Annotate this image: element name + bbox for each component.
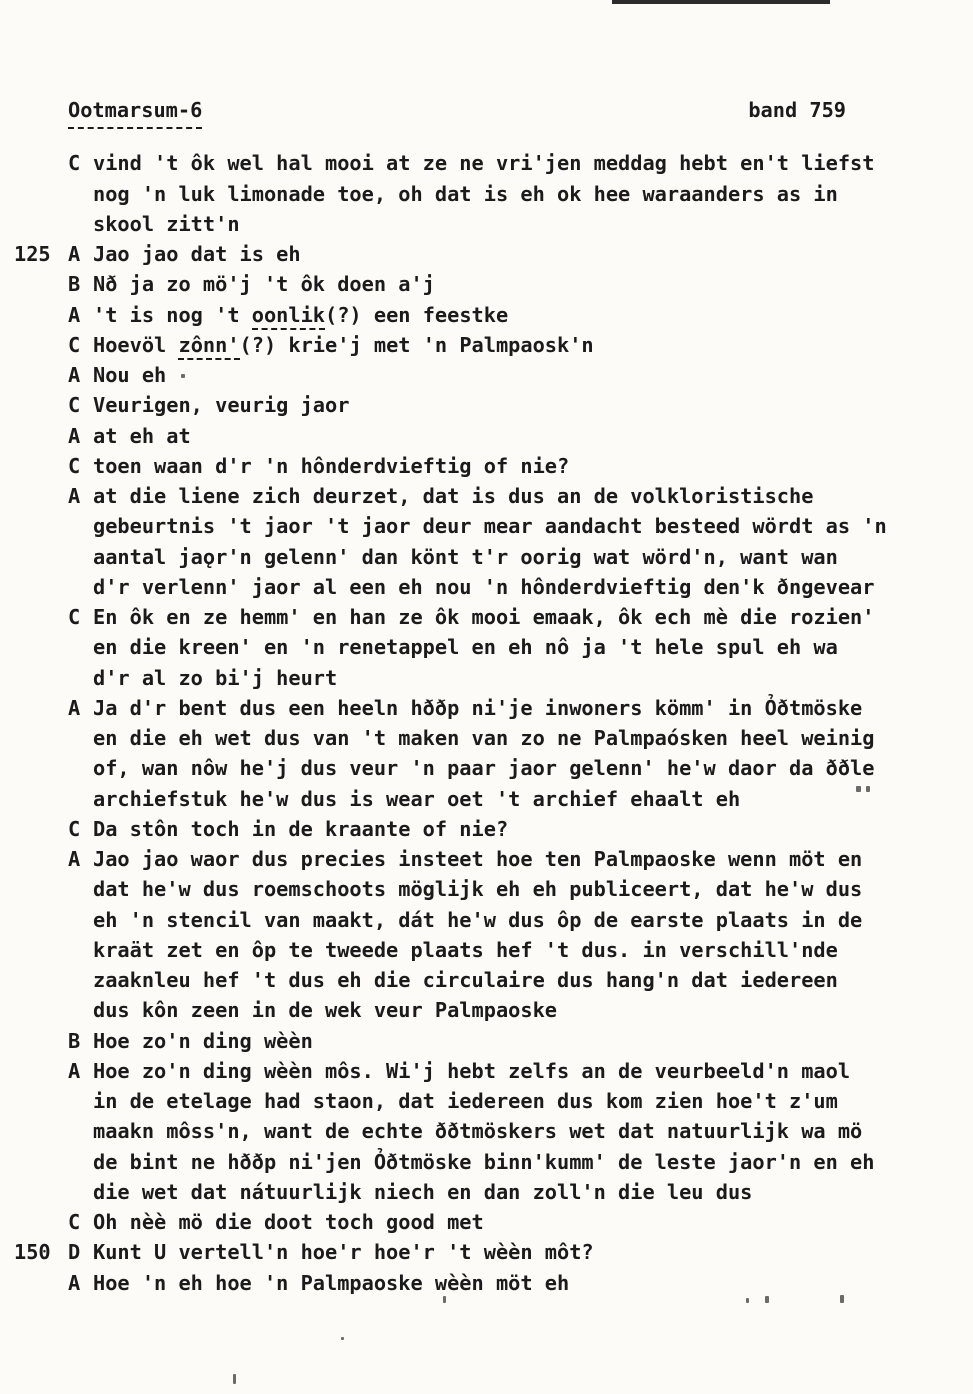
- text-segment: dus kôn zeen in de wek veur Palmpaoske: [93, 998, 557, 1023]
- speaker-label: D: [68, 1240, 81, 1265]
- speaker-label: A: [68, 847, 81, 871]
- line-number: [0, 814, 68, 844]
- speaker-label: [68, 179, 93, 209]
- uncertain-word: zônn': [178, 333, 239, 360]
- line-text: [93, 723, 874, 753]
- line-text: [93, 905, 862, 935]
- scan-speck: [866, 786, 870, 792]
- transcript-line: [0, 1237, 973, 1267]
- line-text: [93, 663, 337, 693]
- transcript-line: [0, 179, 973, 209]
- text-segment: Da stôn toch in de kraante of nie?: [93, 816, 509, 841]
- speaker-label: A: [68, 1058, 81, 1083]
- line-text: [93, 935, 838, 965]
- line-number: [0, 874, 68, 904]
- line-text: [93, 814, 508, 844]
- text-segment: archiefstuk he'w dus is wear oet 't archief ehaalt eh: [93, 786, 741, 811]
- text-segment: d'r verlenn' jaor al een eh nou 'n hônderdvieftig den'k ðngevear: [93, 574, 875, 599]
- transcript-line: [0, 814, 973, 844]
- text-segment: gebeurtnis 't jaor 't jaor deur mear aandacht besteed wördt as 'n: [93, 514, 887, 539]
- line-number: [0, 542, 68, 572]
- transcript-line: [0, 1177, 973, 1207]
- line-number: [0, 1086, 68, 1116]
- line-number: [0, 693, 68, 723]
- speaker-label: [68, 511, 93, 541]
- page-title: Ootmarsum-6: [68, 95, 202, 129]
- speaker-label: [68, 784, 93, 814]
- line-text: [93, 542, 838, 572]
- line-number: [0, 511, 68, 541]
- line-text: [93, 209, 240, 239]
- text-segment: vind 't ôk wel hal mooi at ze ne vri'jen meddag hebt en't liefst: [93, 151, 875, 176]
- line-text: [93, 602, 874, 632]
- line-text: [93, 390, 349, 420]
- line-number: [0, 330, 68, 360]
- text-segment: Kunt U vertell'n hoe'r hoe'r 't wèèn môt?: [93, 1240, 594, 1265]
- text-segment: in de etelage had staon, dat iedereen dus kom zien hoe't z'um: [93, 1089, 838, 1113]
- text-segment: maakn môss'n, want de echte ððtmöskers wet dat natuurlijk wa mö: [93, 1119, 863, 1144]
- line-text: [93, 269, 435, 299]
- text-segment: at eh at: [93, 423, 191, 448]
- text-segment: Nð ja zo mö'j 't ôk doen a'j: [93, 272, 435, 297]
- line-number: [0, 148, 68, 178]
- line-text: [93, 1056, 850, 1086]
- transcript-line: [0, 572, 973, 602]
- line-text: [93, 239, 301, 269]
- speaker-label: [68, 663, 93, 693]
- text-segment: die wet dat nátuurlijk niech en dan zoll'n die leu dus: [93, 1179, 753, 1204]
- line-text: [93, 1086, 838, 1116]
- line-number: [0, 753, 68, 783]
- text-segment: toen waan d'r 'n hônderdvieftig of nie?: [93, 453, 570, 478]
- line-number: [0, 209, 68, 239]
- line-text: [93, 1268, 569, 1298]
- line-number: [0, 1207, 68, 1237]
- transcript-line: [0, 663, 973, 693]
- scan-speck: [341, 1337, 344, 1340]
- speaker-label: [68, 209, 93, 239]
- text-segment: (?) krie'j met 'n Palmpaosk'n: [239, 332, 594, 357]
- text-segment: Veurigen, veurig jaor: [93, 393, 350, 418]
- line-text: [93, 995, 557, 1025]
- transcript-line: [0, 481, 973, 511]
- speaker-label: [68, 995, 93, 1025]
- line-text: [93, 1207, 484, 1237]
- line-text: [93, 179, 838, 209]
- line-text: [93, 148, 874, 178]
- line-text: [93, 421, 191, 451]
- transcript-line: [0, 784, 973, 814]
- text-segment: de bint ne hððp ni'jen Ỏðtmöske binn'kumm' de leste jaor'n en eh: [93, 1149, 875, 1174]
- transcript-line: [0, 965, 973, 995]
- speaker-label: A: [68, 484, 81, 508]
- speaker-label: [68, 1086, 93, 1116]
- line-number: [0, 632, 68, 662]
- line-text: [93, 451, 569, 481]
- band-number: band 759: [748, 98, 846, 122]
- transcript-line: [0, 511, 973, 541]
- speaker-label: [68, 542, 93, 572]
- transcript-line: [0, 209, 973, 239]
- speaker-label: [68, 1147, 93, 1177]
- line-number: [0, 723, 68, 753]
- line-text: [93, 1237, 594, 1267]
- speaker-label: B: [68, 272, 81, 297]
- speaker-label: C: [68, 816, 81, 841]
- scan-speck: [443, 1296, 446, 1303]
- text-segment: En ôk en ze hemm' en han ze ôk mooi emaak, ôk ech mè die rozien': [93, 605, 875, 629]
- scan-speck: [181, 374, 185, 378]
- text-segment: en die kreen' en 'n renetappel en eh nô ja 't hele spul eh wa: [93, 635, 838, 660]
- transcript-line: [0, 390, 973, 420]
- speaker-label: [68, 935, 93, 965]
- scan-speck: [765, 1296, 769, 1303]
- line-number: [0, 784, 68, 814]
- speaker-label: [68, 874, 93, 904]
- text-segment: nog 'n luk limonade toe, oh dat is eh ok hee waraanders as in: [93, 181, 838, 206]
- line-text: [93, 1026, 313, 1056]
- speaker-label: [68, 632, 93, 662]
- text-segment: Oh nèè mö die doot toch good met: [93, 1210, 484, 1234]
- text-segment: at die liene zich deurzet, dat is dus an de volkloristische: [93, 484, 814, 508]
- line-text: [93, 632, 838, 662]
- speaker-label: A: [68, 363, 81, 387]
- transcript-line: [0, 753, 973, 783]
- speaker-label: C: [68, 151, 81, 176]
- text-segment: Hoevöl: [93, 332, 179, 357]
- text-segment: eh 'n stencil van maakt, dát he'w dus ôp de earste plaats in de: [93, 907, 863, 932]
- transcript-line: [0, 360, 973, 390]
- transcript-line: [0, 542, 973, 572]
- transcript-line: [0, 148, 973, 178]
- line-number: [0, 481, 68, 511]
- text-segment: Hoe zo'n ding wèèn: [93, 1028, 313, 1053]
- line-number: [0, 905, 68, 935]
- line-number: [0, 1026, 68, 1056]
- line-text: [93, 481, 813, 511]
- speaker-label: C: [68, 1210, 81, 1234]
- line-number: [0, 1147, 68, 1177]
- transcript-line: [0, 874, 973, 904]
- transcript-line: [0, 269, 973, 299]
- line-number: [0, 269, 68, 299]
- line-text: [93, 784, 740, 814]
- transcript-line: [0, 1026, 973, 1056]
- line-text: [93, 965, 838, 995]
- scan-edge-line: [612, 0, 830, 4]
- transcript-line: [0, 935, 973, 965]
- speaker-label: [68, 1116, 93, 1146]
- text-segment: aantal jaǫr'n gelenn' dan könt t'r oorig wat wörd'n, want wan: [93, 544, 838, 569]
- line-number: [0, 360, 68, 390]
- speaker-label: A: [68, 242, 81, 266]
- line-text: [93, 300, 508, 330]
- speaker-label: A: [68, 1270, 81, 1295]
- line-number: [0, 935, 68, 965]
- transcript-line: [0, 451, 973, 481]
- line-text: [93, 844, 862, 874]
- text-segment: Jao jao dat is eh: [93, 242, 301, 266]
- text-segment: Jao jao waor dus precies insteet hoe ten Palmpaoske wenn möt en: [93, 847, 863, 871]
- text-segment: Nou eh: [93, 363, 167, 387]
- line-number: 125: [14, 242, 51, 266]
- transcript-line: [0, 239, 973, 269]
- speaker-label: [68, 965, 93, 995]
- line-number: [0, 1177, 68, 1207]
- line-number: [0, 1116, 68, 1146]
- transcript-line: [0, 1268, 973, 1298]
- line-text: [93, 1147, 874, 1177]
- speaker-label: C: [68, 393, 81, 418]
- text-segment: (?) een feestke: [325, 302, 509, 327]
- speaker-label: C: [68, 332, 81, 357]
- transcript-line: [0, 421, 973, 451]
- transcript-line: [0, 693, 973, 723]
- transcript-line: [0, 905, 973, 935]
- text-segment: kraät zet en ôp te tweede plaats hef 't dus. in verschill'nde: [93, 937, 838, 962]
- text-segment: of, wan nôw he'j dus veur 'n paar jaor gelenn' he'w daor da ððle: [93, 756, 875, 781]
- uncertain-word: oonlik: [252, 303, 325, 330]
- speaker-label: [68, 1177, 93, 1207]
- transcript-line: [0, 1207, 973, 1237]
- speaker-label: A: [68, 695, 81, 720]
- speaker-label: A: [68, 302, 81, 327]
- scan-speck: [233, 1374, 236, 1384]
- line-text: [93, 1177, 752, 1207]
- transcript-line: [0, 602, 973, 632]
- transcript-line: [0, 300, 973, 330]
- speaker-label: B: [68, 1028, 81, 1053]
- line-text: [93, 330, 594, 360]
- transcript-line: [0, 632, 973, 662]
- page-header: [68, 95, 846, 129]
- transcript-line: [0, 1116, 973, 1146]
- text-segment: d'r al zo bi'j heurt: [93, 665, 338, 690]
- speaker-label: A: [68, 423, 81, 448]
- line-number: [0, 1056, 68, 1086]
- scan-speck: [840, 1295, 844, 1303]
- line-number: [0, 451, 68, 481]
- line-text: [93, 572, 874, 602]
- speaker-label: [68, 723, 93, 753]
- transcript: [0, 148, 973, 1298]
- line-text: [93, 511, 887, 541]
- speaker-label: C: [68, 605, 81, 629]
- line-number: [0, 421, 68, 451]
- line-text: [93, 874, 862, 904]
- text-segment: skool zitt'n: [93, 211, 240, 236]
- line-number: [0, 390, 68, 420]
- speaker-label: [68, 753, 93, 783]
- text-segment: Ja d'r bent dus een heeln hððp ni'je inwoners kömm' in Ỏðtmöske: [93, 695, 863, 720]
- text-segment: en die eh wet dus van 't maken van zo ne Palmpaósken heel weinig: [93, 726, 875, 750]
- line-number: [0, 602, 68, 632]
- line-text: [93, 753, 874, 783]
- text-segment: Hoe 'n eh hoe 'n Palmpaoske wèèn möt eh: [93, 1270, 570, 1295]
- transcript-line: [0, 330, 973, 360]
- text-segment: 't is nog 't: [93, 302, 252, 327]
- transcript-line: [0, 995, 973, 1025]
- line-text: [93, 1116, 862, 1146]
- text-segment: Hoe zo'n ding wèèn môs. Wi'j hebt zelfs an de veurbeeld'n maol: [93, 1058, 851, 1083]
- line-text: [93, 693, 862, 723]
- line-number: [0, 300, 68, 330]
- line-number: 150: [14, 1240, 51, 1265]
- line-number: [0, 965, 68, 995]
- speaker-label: [68, 572, 93, 602]
- scan-speck: [856, 786, 861, 792]
- line-text: [93, 360, 166, 390]
- transcript-line: [0, 1147, 973, 1177]
- transcript-line: [0, 1086, 973, 1116]
- text-segment: zaaknleu hef 't dus eh die circulaire dus hang'n dat iedereen: [93, 968, 838, 992]
- line-number: [0, 572, 68, 602]
- text-segment: dat he'w dus roemschoots möglijk eh eh publiceert, dat he'w dus: [93, 877, 863, 902]
- transcript-line: [0, 844, 973, 874]
- line-number: [0, 844, 68, 874]
- line-number: [0, 179, 68, 209]
- speaker-label: C: [68, 453, 81, 478]
- line-number: [0, 995, 68, 1025]
- scan-speck: [746, 1298, 749, 1303]
- speaker-label: [68, 905, 93, 935]
- transcript-line: [0, 1056, 973, 1086]
- line-number: [0, 663, 68, 693]
- transcript-line: [0, 723, 973, 753]
- line-number: [0, 1268, 68, 1298]
